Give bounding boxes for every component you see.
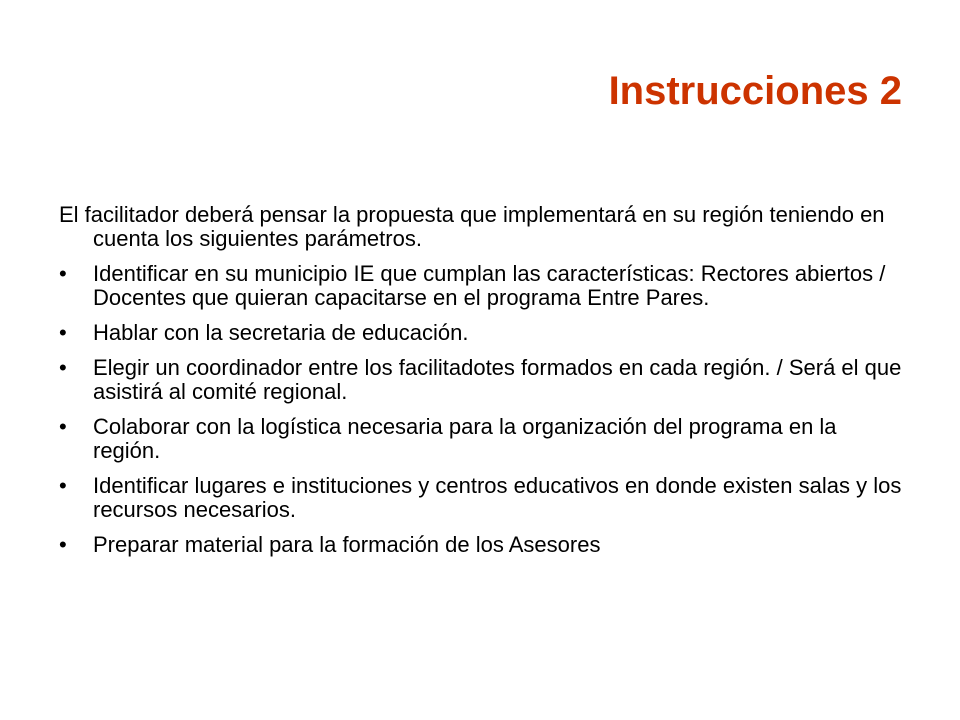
bullet-icon: • xyxy=(59,532,67,557)
bullet-item xyxy=(59,262,909,310)
bullet-text: Identificar lugares e instituciones y centros educativos en donde existen salas y los recursos necesarios. xyxy=(93,473,902,522)
bullet-text: Elegir un coordinador entre los facilitadotes formados en cada región. / Será el que asistirá al comité regional. xyxy=(93,355,902,404)
bullet-icon: • xyxy=(59,355,67,380)
bullet-text: Hablar con la secretaria de educación. xyxy=(93,320,469,345)
bullet-item xyxy=(59,356,909,404)
bullet-icon: • xyxy=(59,320,67,345)
bullet-text: Preparar material para la formación de los Asesores xyxy=(93,532,601,557)
bullet-icon: • xyxy=(59,261,67,286)
bullet-text: Identificar en su municipio IE que cumplan las características: Rectores abiertos / Docentes que quieran capacitarse en el programa Entre Pares. xyxy=(93,261,886,310)
bullet-text: Colaborar con la logística necesaria para la organización del programa en la región. xyxy=(93,414,837,463)
bullet-item xyxy=(59,533,909,557)
slide-title: Instrucciones 2 xyxy=(608,69,902,113)
bullet-item xyxy=(59,415,909,463)
bullet-icon: • xyxy=(59,473,67,498)
intro-paragraph: El facilitador deberá pensar la propuesta que implementará en su región teniendo en cuenta los siguientes parámetros. xyxy=(59,202,885,251)
bullet-item xyxy=(59,321,909,345)
slide-body xyxy=(59,203,909,568)
bullet-list xyxy=(59,262,909,557)
bullet-item xyxy=(59,474,909,522)
bullet-icon: • xyxy=(59,414,67,439)
